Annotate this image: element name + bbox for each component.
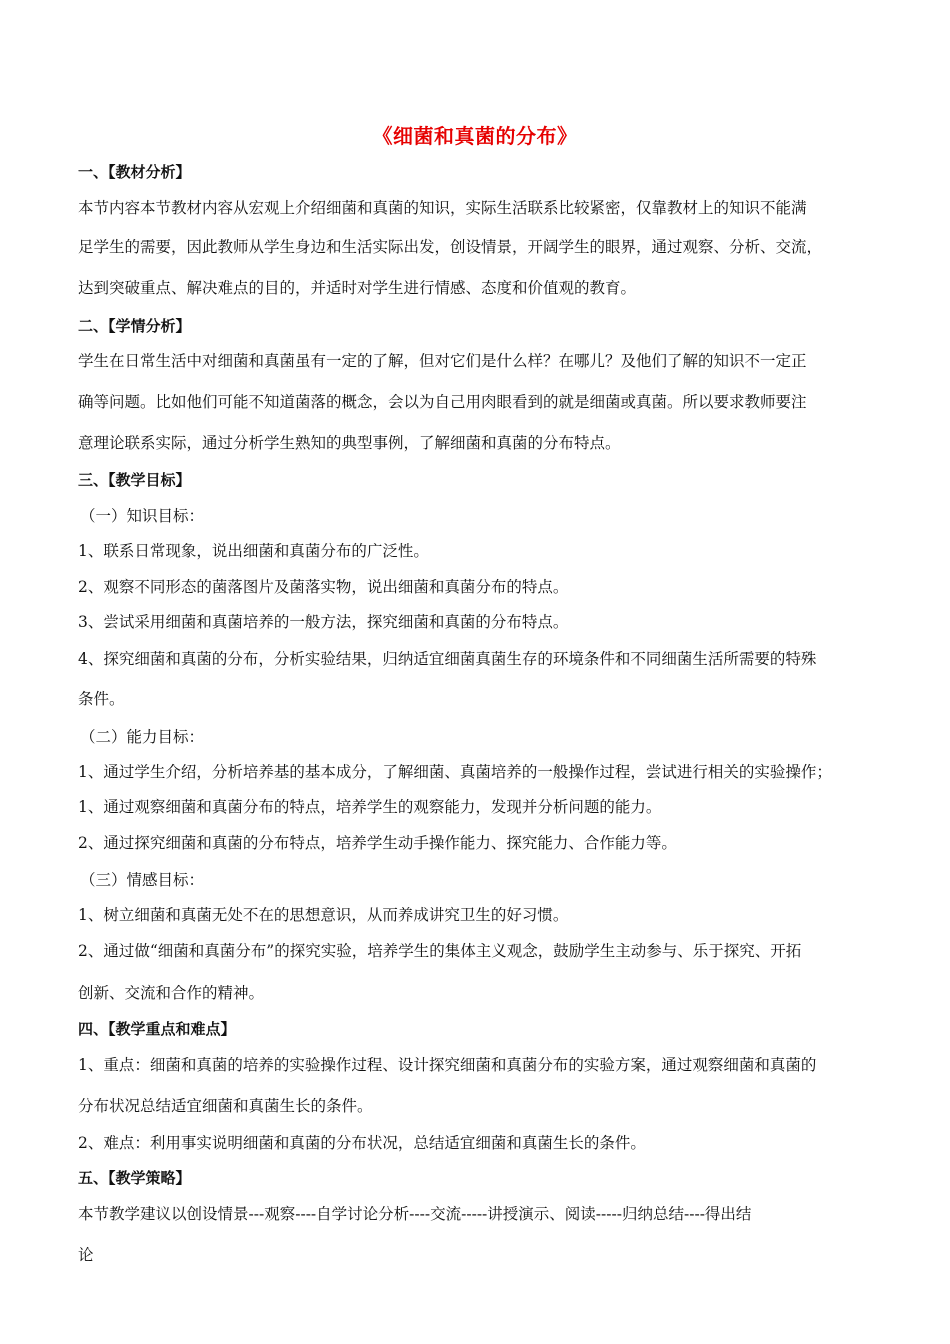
list-item: 1、重点：细菌和真菌的培养的实验操作过程、设计探究细菌和真菌分布的实验方案，通过观察细菌和真菌的 [78,1056,817,1074]
subsection-heading: （一）知识目标： [80,507,205,525]
list-item: 2、通过做“细菌和真菌分布”的探究实验，培养学生的集体主义观念，鼓励学生主动参与、乐于探究、开拓 [78,942,802,960]
paragraph-line: 本节内容本节教材内容从宏观上介绍细菌和真菌的知识，实际生活联系比较紧密，仅靠教材上的知识不能满 [78,199,807,217]
subsection-heading: （二）能力目标： [80,728,205,746]
list-item: 分布状况总结适宜细菌和真菌生长的条件。 [78,1097,373,1115]
list-item: 1、树立细菌和真菌无处不在的思想意识，从而养成讲究卫生的好习惯。 [78,906,569,924]
list-item: 2、通过探究细菌和真菌的分布特点，培养学生动手操作能力、探究能力、合作能力等。 [78,834,677,852]
list-item: 1、联系日常现象，说出细菌和真菌分布的广泛性。 [78,542,429,560]
section-heading: 一、【教材分析】 [78,163,191,181]
paragraph-line: 本节教学建议以创设情景---观察----自学讨论分析----交流-----讲授演示、阅读-----归纳总结----得出结 [78,1205,752,1223]
paragraph-line: 论 [78,1246,94,1264]
paragraph-line: 意理论联系实际，通过分析学生熟知的典型事例，了解细菌和真菌的分布特点。 [78,434,621,452]
list-item: 2、难点：利用事实说明细菌和真菌的分布状况，总结适宜细菌和真菌生长的条件。 [78,1134,646,1152]
list-item: 条件。 [78,690,125,708]
section-heading: 二、【学情分析】 [78,317,191,335]
paragraph-line: 达到突破重点、解决难点的目的，并适时对学生进行情感、态度和价值观的教育。 [78,279,637,297]
section-heading: 四、【教学重点和难点】 [78,1020,236,1038]
list-item: 1、通过学生介绍，分析培养基的基本成分，了解细菌、真菌培养的一般操作过程，尝试进行相关的实验操作； [78,763,832,781]
list-item: 4、探究细菌和真菌的分布，分析实验结果，归纳适宜细菌真菌生存的环境条件和不同细菌生活所需要的特殊 [78,650,817,668]
document-title: 《细菌和真菌的分布》 [372,124,578,148]
subsection-heading: （三）情感目标： [80,871,205,889]
section-heading: 三、【教学目标】 [78,471,191,489]
list-item: 2、观察不同形态的菌落图片及菌落实物，说出细菌和真菌分布的特点。 [78,578,569,596]
paragraph-line: 足学生的需要，因此教师从学生身边和生活实际出发，创设情景，开阔学生的眼界，通过观察、分析、交流， [78,238,823,256]
list-item: 创新、交流和合作的精神。 [78,984,265,1002]
list-item: 3、尝试采用细菌和真菌培养的一般方法，探究细菌和真菌的分布特点。 [78,613,569,631]
section-heading: 五、【教学策略】 [78,1169,191,1187]
list-item: 1、通过观察细菌和真菌分布的特点，培养学生的观察能力，发现并分析问题的能力。 [78,798,662,816]
paragraph-line: 确等问题。比如他们可能不知道菌落的概念，会以为自己用肉眼看到的就是细菌或真菌。所以要求教师要注 [78,393,807,411]
paragraph-line: 学生在日常生活中对细菌和真菌虽有一定的了解，但对它们是什么样？在哪儿？及他们了解的知识不一定正 [78,352,807,370]
